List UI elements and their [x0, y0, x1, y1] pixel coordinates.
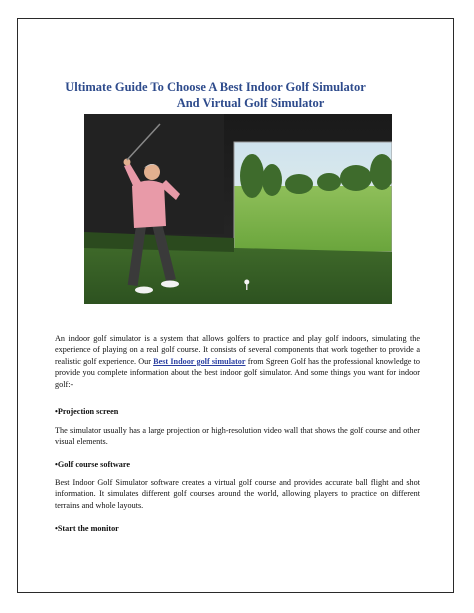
- section-text-projection-screen: The simulator usually has a large projection or high-resolution video wall that shows the golf course and other visual elements.: [55, 426, 420, 447]
- section-heading-golf-course-software: •Golf course software: [55, 460, 131, 469]
- section-heading-start-the-monitor: •Start the monitor: [55, 524, 119, 533]
- section-heading-projection-screen: •Projection screen: [55, 407, 119, 416]
- best-indoor-golf-simulator-link[interactable]: Best Indoor golf simulator: [153, 356, 246, 366]
- document-page: [17, 18, 454, 593]
- golf-simulator-photo: [84, 114, 392, 304]
- title-line-1: Ultimate Guide To Choose A Best Indoor Golf Simulator: [65, 80, 366, 94]
- document-title: [18, 79, 453, 111]
- intro-paragraph: [55, 333, 420, 390]
- intro-text-after-link: from Sgreen Golf has the professional knowledge to provide you complete information about the best indoor golf simulator. And some things you want for indoor golf:-: [55, 356, 420, 389]
- intro-text-before-link: An indoor golf simulator is a system that allows golfers to practice and play golf indoors, simulating the experience of playing on a real golf course. It consists of several components that work together to provide a realistic golf experience. Our: [55, 334, 420, 366]
- title-line-2: And Virtual Golf Simulator: [176, 96, 325, 110]
- section-text-golf-course-software: Best Indoor Golf Simulator software creates a virtual golf course and provides accurate ball flight and shot information. It simulates different golf courses around the world, allowing players to practice on different terrains and whole layouts.: [55, 478, 420, 510]
